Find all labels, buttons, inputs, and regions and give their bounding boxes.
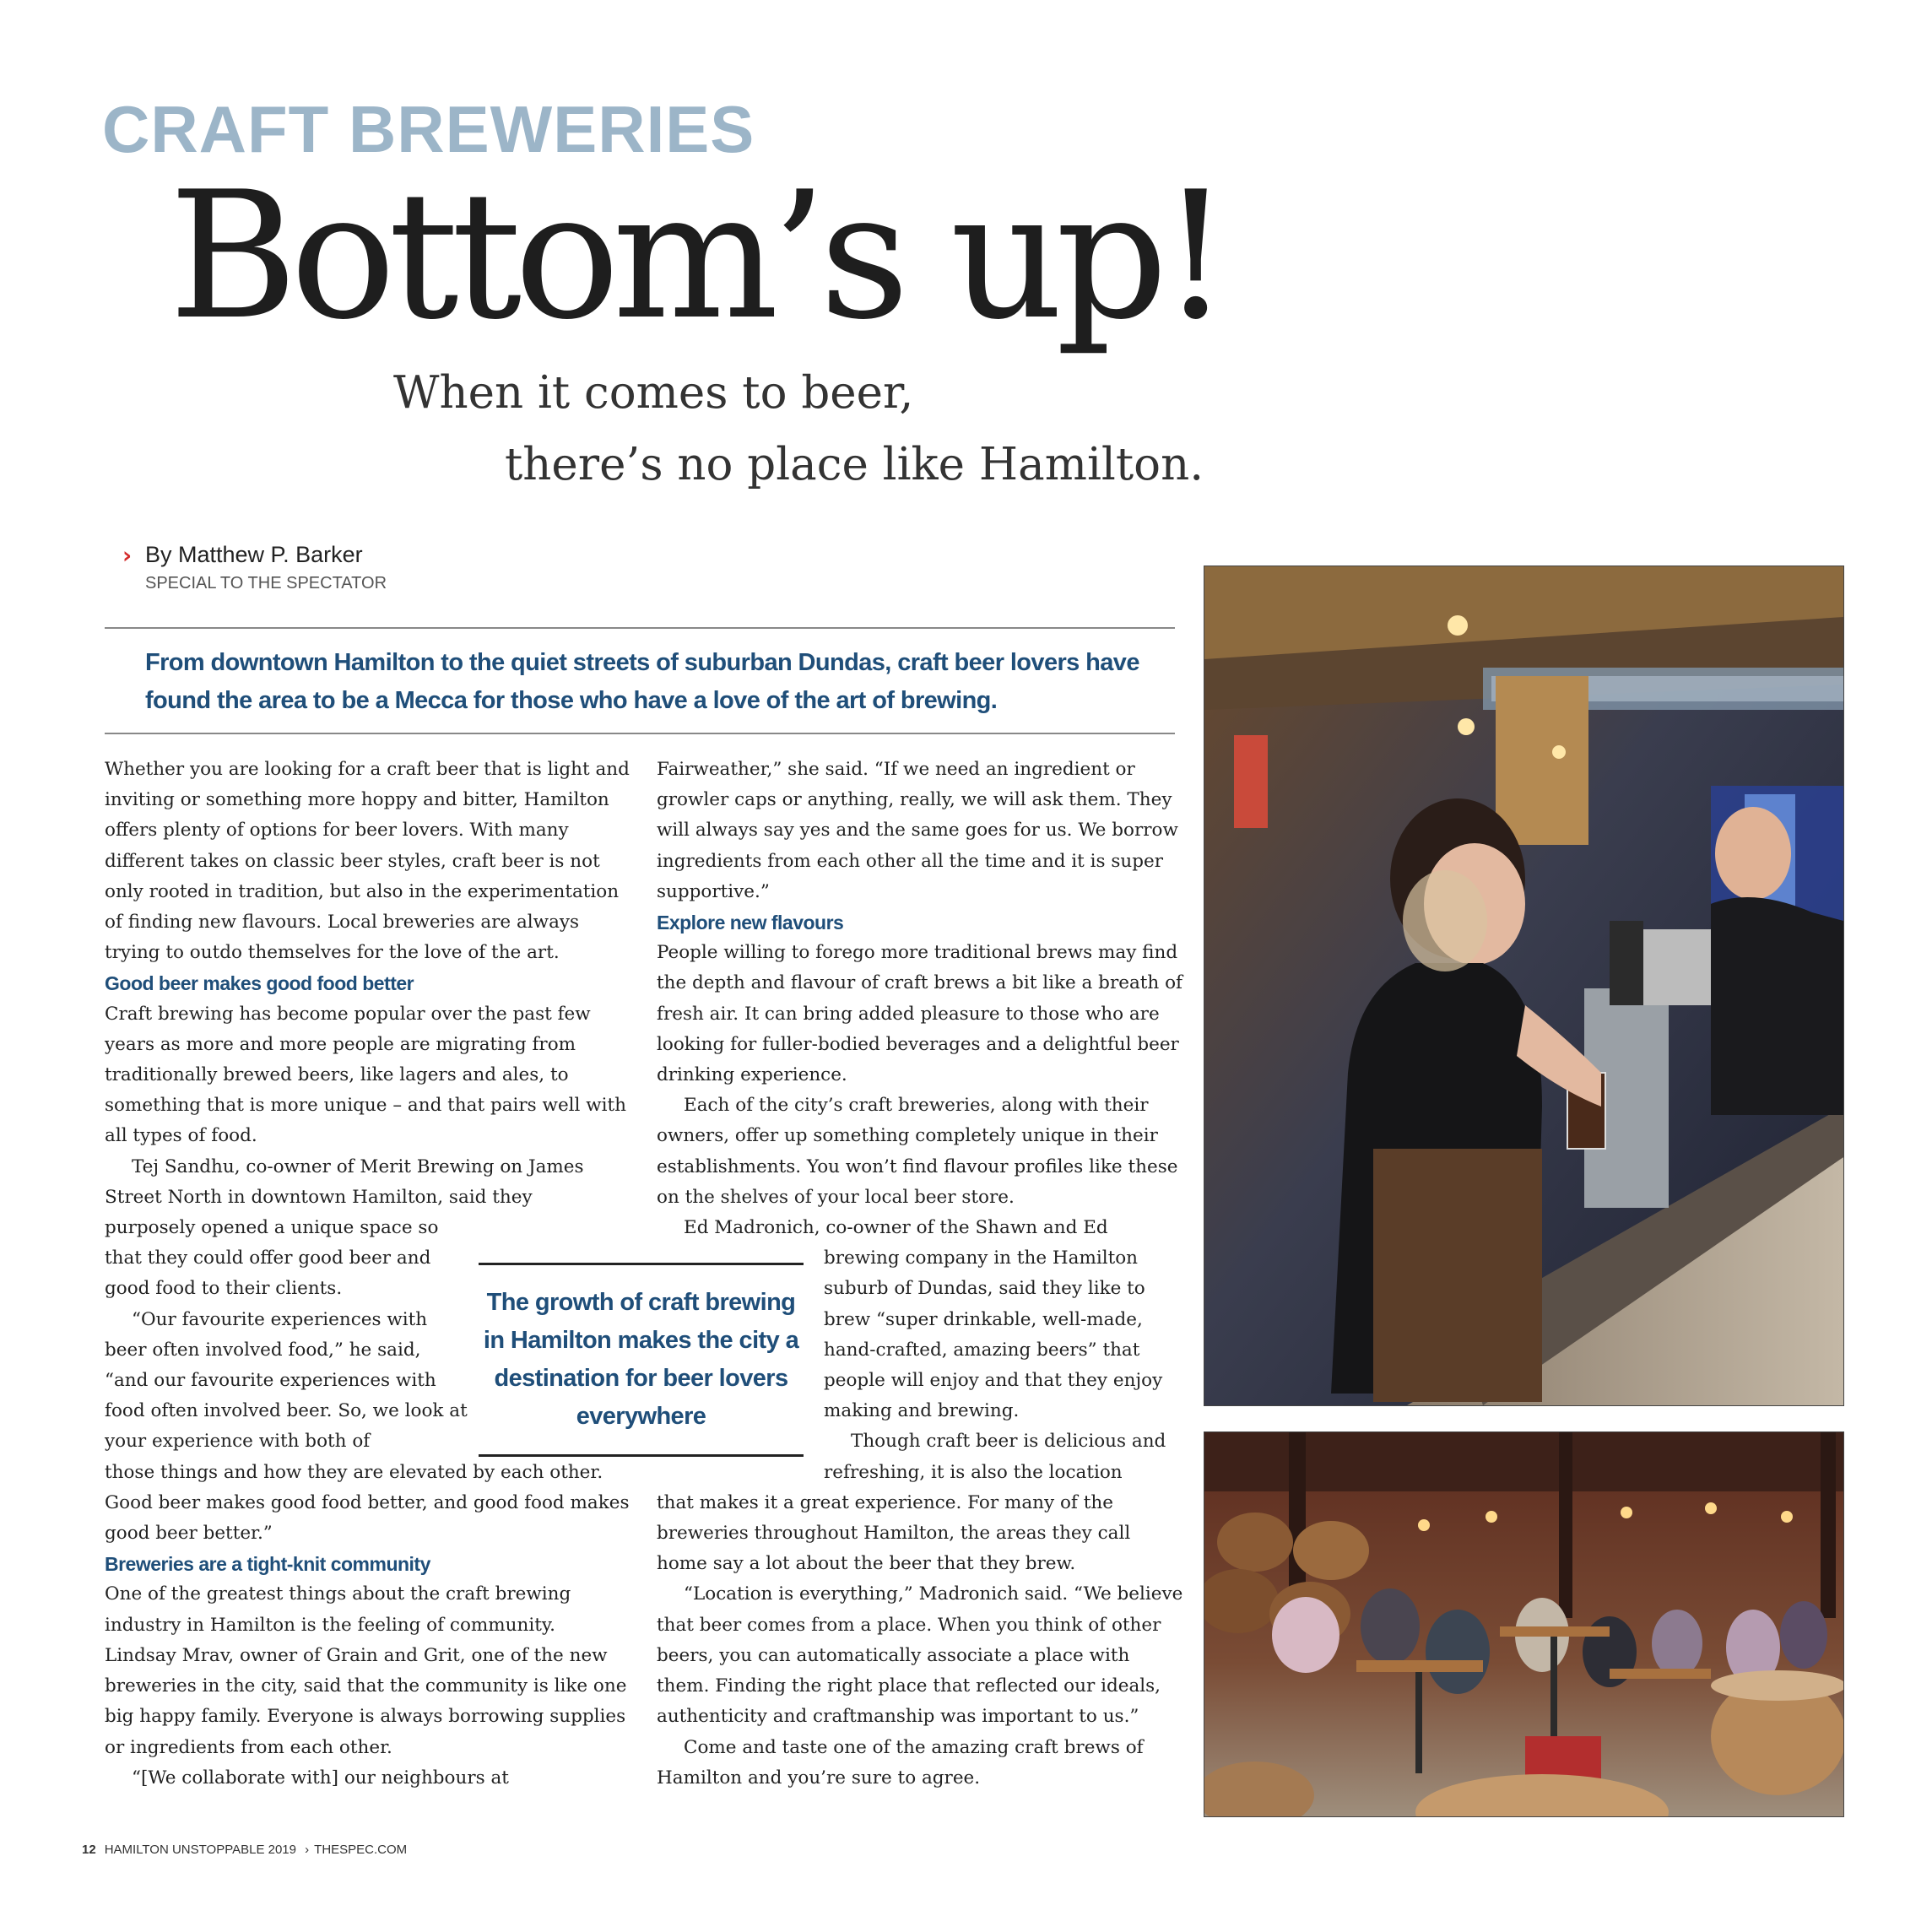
paragraph: One of the greatest things about the craft brewing industry in Hamilton is the feeling of community. Lindsay Mrav, owner of Grain and Grit, one of the new breweries in the city, said that the community is like one big happy family. Everyone is always borrowing supplies or ingredients from each other. [105,1583,627,1758]
section-label: CRAFT BREWERIES [102,92,755,166]
paragraph: Ed Madronich, co-owner of the Shawn and Ed [684,1217,1108,1239]
pull-quote: The growth of craft brewing in Hamilton makes the city a destination for beer lovers everywhere [479,1263,804,1457]
subhead-good-beer: Good beer makes good food better [105,972,414,995]
byline-credit: SPECIAL TO THE SPECTATOR [145,574,387,593]
paragraph: “[We collaborate with] our neighbours at [132,1767,509,1789]
publication-site: THESPEC.COM [314,1843,408,1857]
paragraph: Each of the city’s craft breweries, along with their owners, offer up something completely unique in their establishments. You won’t find flavour profiles like these on the shelves of your local beer store. [657,1095,1178,1208]
paragraph: Craft brewing has become popular over the past few years as more and more people are migrating from traditionally brewed beers, like lagers and ales, to something that is more unique – and that pairs well with all types of food. [105,1003,627,1147]
bartender-photo [1204,566,1844,1406]
paragraph: “Our favourite experiences with beer often involved food,” he said, “and our favourite experiences with food often involved beer. So, we look at your experience with both of [105,1308,468,1453]
bartender-photo-image [1204,566,1843,1405]
headline: Bottom’s up! [169,154,1224,359]
page-footer [82,1843,407,1857]
deck-line-2: there’s no place like Hamilton. [505,439,1204,490]
subhead-flavours: Explore new flavours [657,912,844,934]
intro-bottom-rule [105,733,1175,734]
byline-author: By Matthew P. Barker [145,542,363,567]
paragraph: Whether you are looking for a craft beer that is light and inviting or something more hoppy and bitter, Hamilton offers plenty of options for beer lovers. With many different takes on classic beer styles, craft beer is not only rooted in tradition, but also in the experimentation of finding new flavours. Local breweries are always trying to outdo themselves for the love of the art. [105,759,630,964]
intro-paragraph: From downtown Hamilton to the quiet streets of suburban Dundas, craft beer lovers have found the area to be a Mecca for those who have a love of the art of brewing. [145,649,1139,714]
publication-name: HAMILTON UNSTOPPABLE 2019 [104,1843,296,1857]
paragraph: Though craft beer is delicious and refreshing, it is also the location [824,1431,1166,1483]
paragraph: “Location is everything,” Madronich said. “We believe that beer comes from a place. When you think of other beers, you can automatically associate a place with them. Finding the right place that reflected our ideals, authenticity and craftmanship was important to us.” [657,1583,1183,1728]
paragraph: brewing company in the Hamilton suburb of Dundas, said they like to brew “super drinkable, well-made, hand-crafted, amazing beers” that people will enjoy and that they enjoy making and brewing. [824,1247,1163,1422]
taproom-photo-image [1204,1432,1843,1816]
paragraph: Tej Sandhu, co-owner of Merit Brewing on James Street North in downtown Hamilton, said they [105,1155,584,1208]
paragraph: purposely opened a unique space so that they could offer good beer and good food to their clients. [105,1217,439,1300]
chevron-right-icon: › [122,543,133,569]
footer-separator: › [305,1843,310,1857]
paragraph: People willing to forego more traditional brews may find the depth and flavour of craft brews a bit like a breath of fresh air. It can bring added pleasure to those who are looking for fuller-bodied beverages and a delightful beer drinking experience. [657,942,1182,1086]
subhead-community: Breweries are a tight-knit community [105,1553,430,1576]
paragraph: Come and taste one of the amazing craft brews of Hamilton and you’re sure to agree. [657,1736,1144,1789]
paragraph: Fairweather,” she said. “If we need an ingredient or growler caps or anything, really, we will ask them. They will always say yes and the same goes for us. We borrow ingredients from each other all the time and it is super supportive.” [657,759,1178,902]
page-number: 12 [82,1843,96,1857]
intro-top-rule [105,627,1175,629]
taproom-photo [1204,1431,1844,1817]
deck-line-1: When it comes to beer, [393,367,914,419]
paragraph: those things and how they are elevated by each other. Good beer makes good food better, and good food makes good beer better.” [105,1461,630,1545]
paragraph: that makes it a great experience. For many of the breweries throughout Hamilton, the areas they call home say a lot about the beer that they brew. [657,1491,1131,1575]
